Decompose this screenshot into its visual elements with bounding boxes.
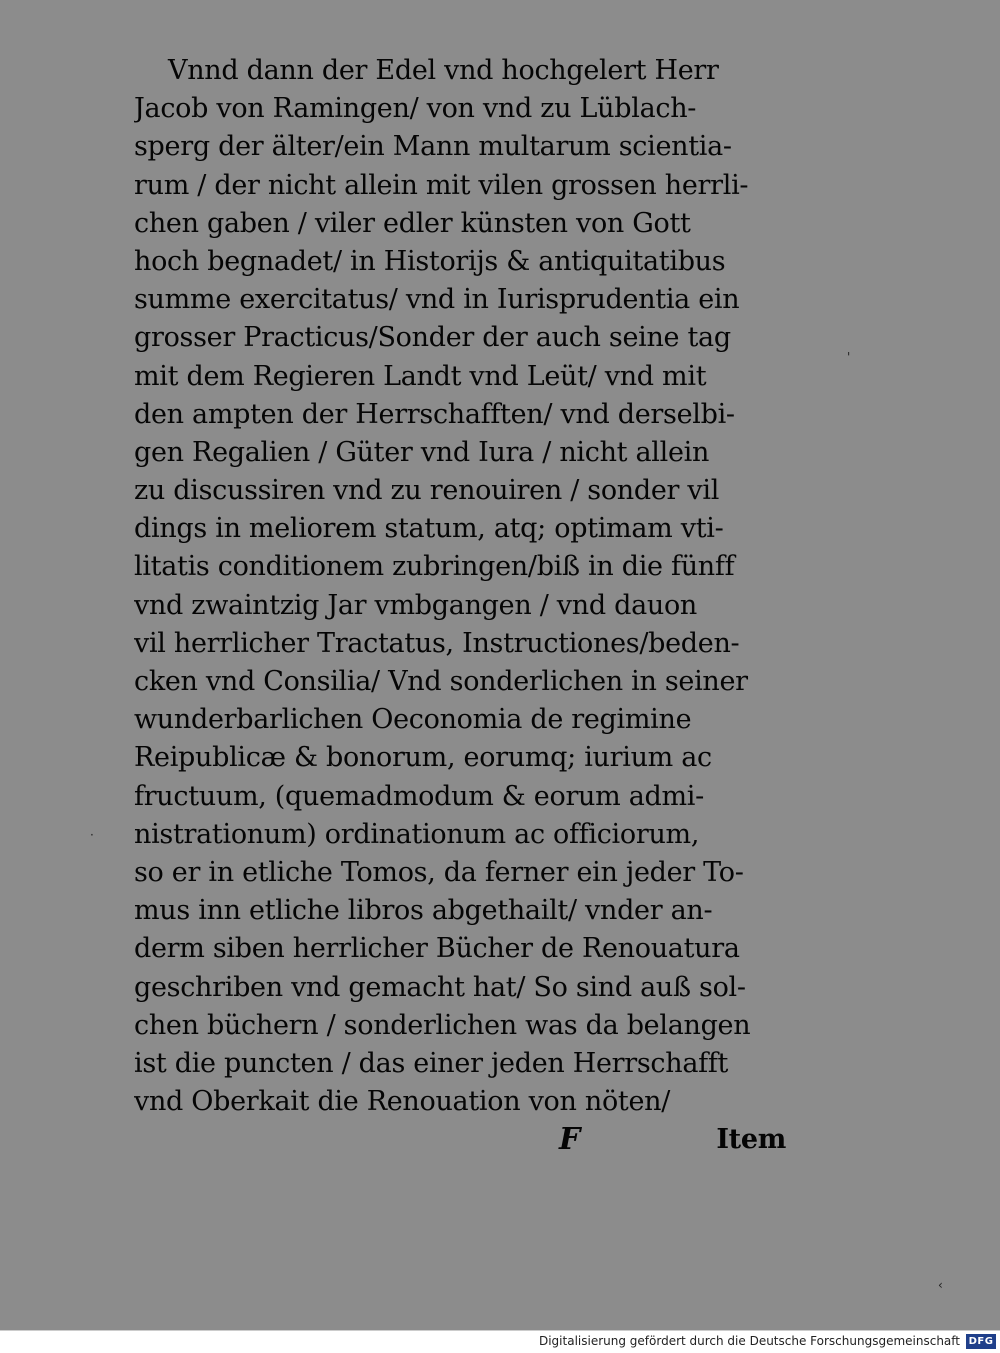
text-line: litatis conditionem zubringen/biß in die fünff xyxy=(134,551,735,583)
text-line: Jacob von Ramingen/ von vnd zu Lüblach- xyxy=(134,93,697,125)
text-line: so er in etliche Tomos, da ferner ein jeder To- xyxy=(134,856,744,888)
signature-line xyxy=(134,1121,794,1159)
text-line: geschriben vnd gemacht hat/ So sind auß sol- xyxy=(134,971,746,1003)
text-line: rum / der nicht allein mit vilen grossen herrli- xyxy=(134,169,749,201)
text-line: Reipublicæ & bonorum, eorumq; iurium ac xyxy=(134,742,712,774)
text-line: mus inn etliche libros abgethailt/ vnder an- xyxy=(134,895,713,927)
text-line: nistrationum) ordinationum ac officiorum, xyxy=(134,818,700,850)
text-line: zu discussiren vnd zu renouiren / sonder vil xyxy=(134,475,720,507)
text-line: cken vnd Consilia/ Vnd sonderlichen in seiner xyxy=(134,666,748,697)
text-line: wunderbarlichen Oeconomia de regimine xyxy=(134,704,692,736)
footer-credit: Digitalisierung gefördert durch die Deutsche Forschungsgemeinschaft xyxy=(538,1334,960,1348)
text-line: vil herrlicher Tractatus, Instructiones/beden- xyxy=(134,627,740,659)
text-line: gen Regalien / Güter vnd Iura / nicht allein xyxy=(134,436,710,468)
scan-speck: ‹ xyxy=(938,1278,943,1292)
signature-mark: F xyxy=(559,1122,580,1158)
text-line: grosser Practicus/Sonder der auch seine tag xyxy=(134,322,731,354)
text-line: vnd Oberkait die Renouation von nöten/ xyxy=(134,1086,671,1118)
text-line: mit dem Regieren Landt vnd Leüt/ vnd mit xyxy=(134,360,707,392)
scan-speck: · xyxy=(90,828,94,842)
text-line: hoch begnadet/ in Historijs & antiquitatibus xyxy=(134,245,726,277)
text-line: dings in meliorem statum, atq; optimam vti- xyxy=(134,513,724,545)
text-line: derm siben herrlicher Bücher de Renouatura xyxy=(134,933,740,965)
text-line: Vnnd dann der Edel vnd hochgelert Herr xyxy=(168,55,719,86)
text-line: fructuum, (quemadmodum & eorum admi- xyxy=(134,780,704,812)
text-line: vnd zwaintzig Jar vmbgangen / vnd dauon xyxy=(134,589,697,621)
catchword: Item xyxy=(716,1124,786,1156)
dfg-logo-icon: DFG xyxy=(966,1334,996,1349)
footer-bar xyxy=(0,1330,1000,1353)
text-line: chen büchern / sonderlichen was da belangen xyxy=(134,1009,751,1041)
text-line: den ampten der Herrschafften/ vnd derselbi- xyxy=(134,398,735,430)
text-line: summe exercitatus/ vnd in Iurisprudentia ein xyxy=(134,284,740,316)
text-line: ist die puncten / das einer jeden Herrschafft xyxy=(134,1047,729,1079)
scan-speck: ' xyxy=(847,350,851,364)
text-line: sperg der älter/ein Mann multarum scientia- xyxy=(134,131,732,163)
text-line: chen gaben / viler edler künsten von Gott xyxy=(134,207,691,239)
body-text xyxy=(134,52,794,1159)
